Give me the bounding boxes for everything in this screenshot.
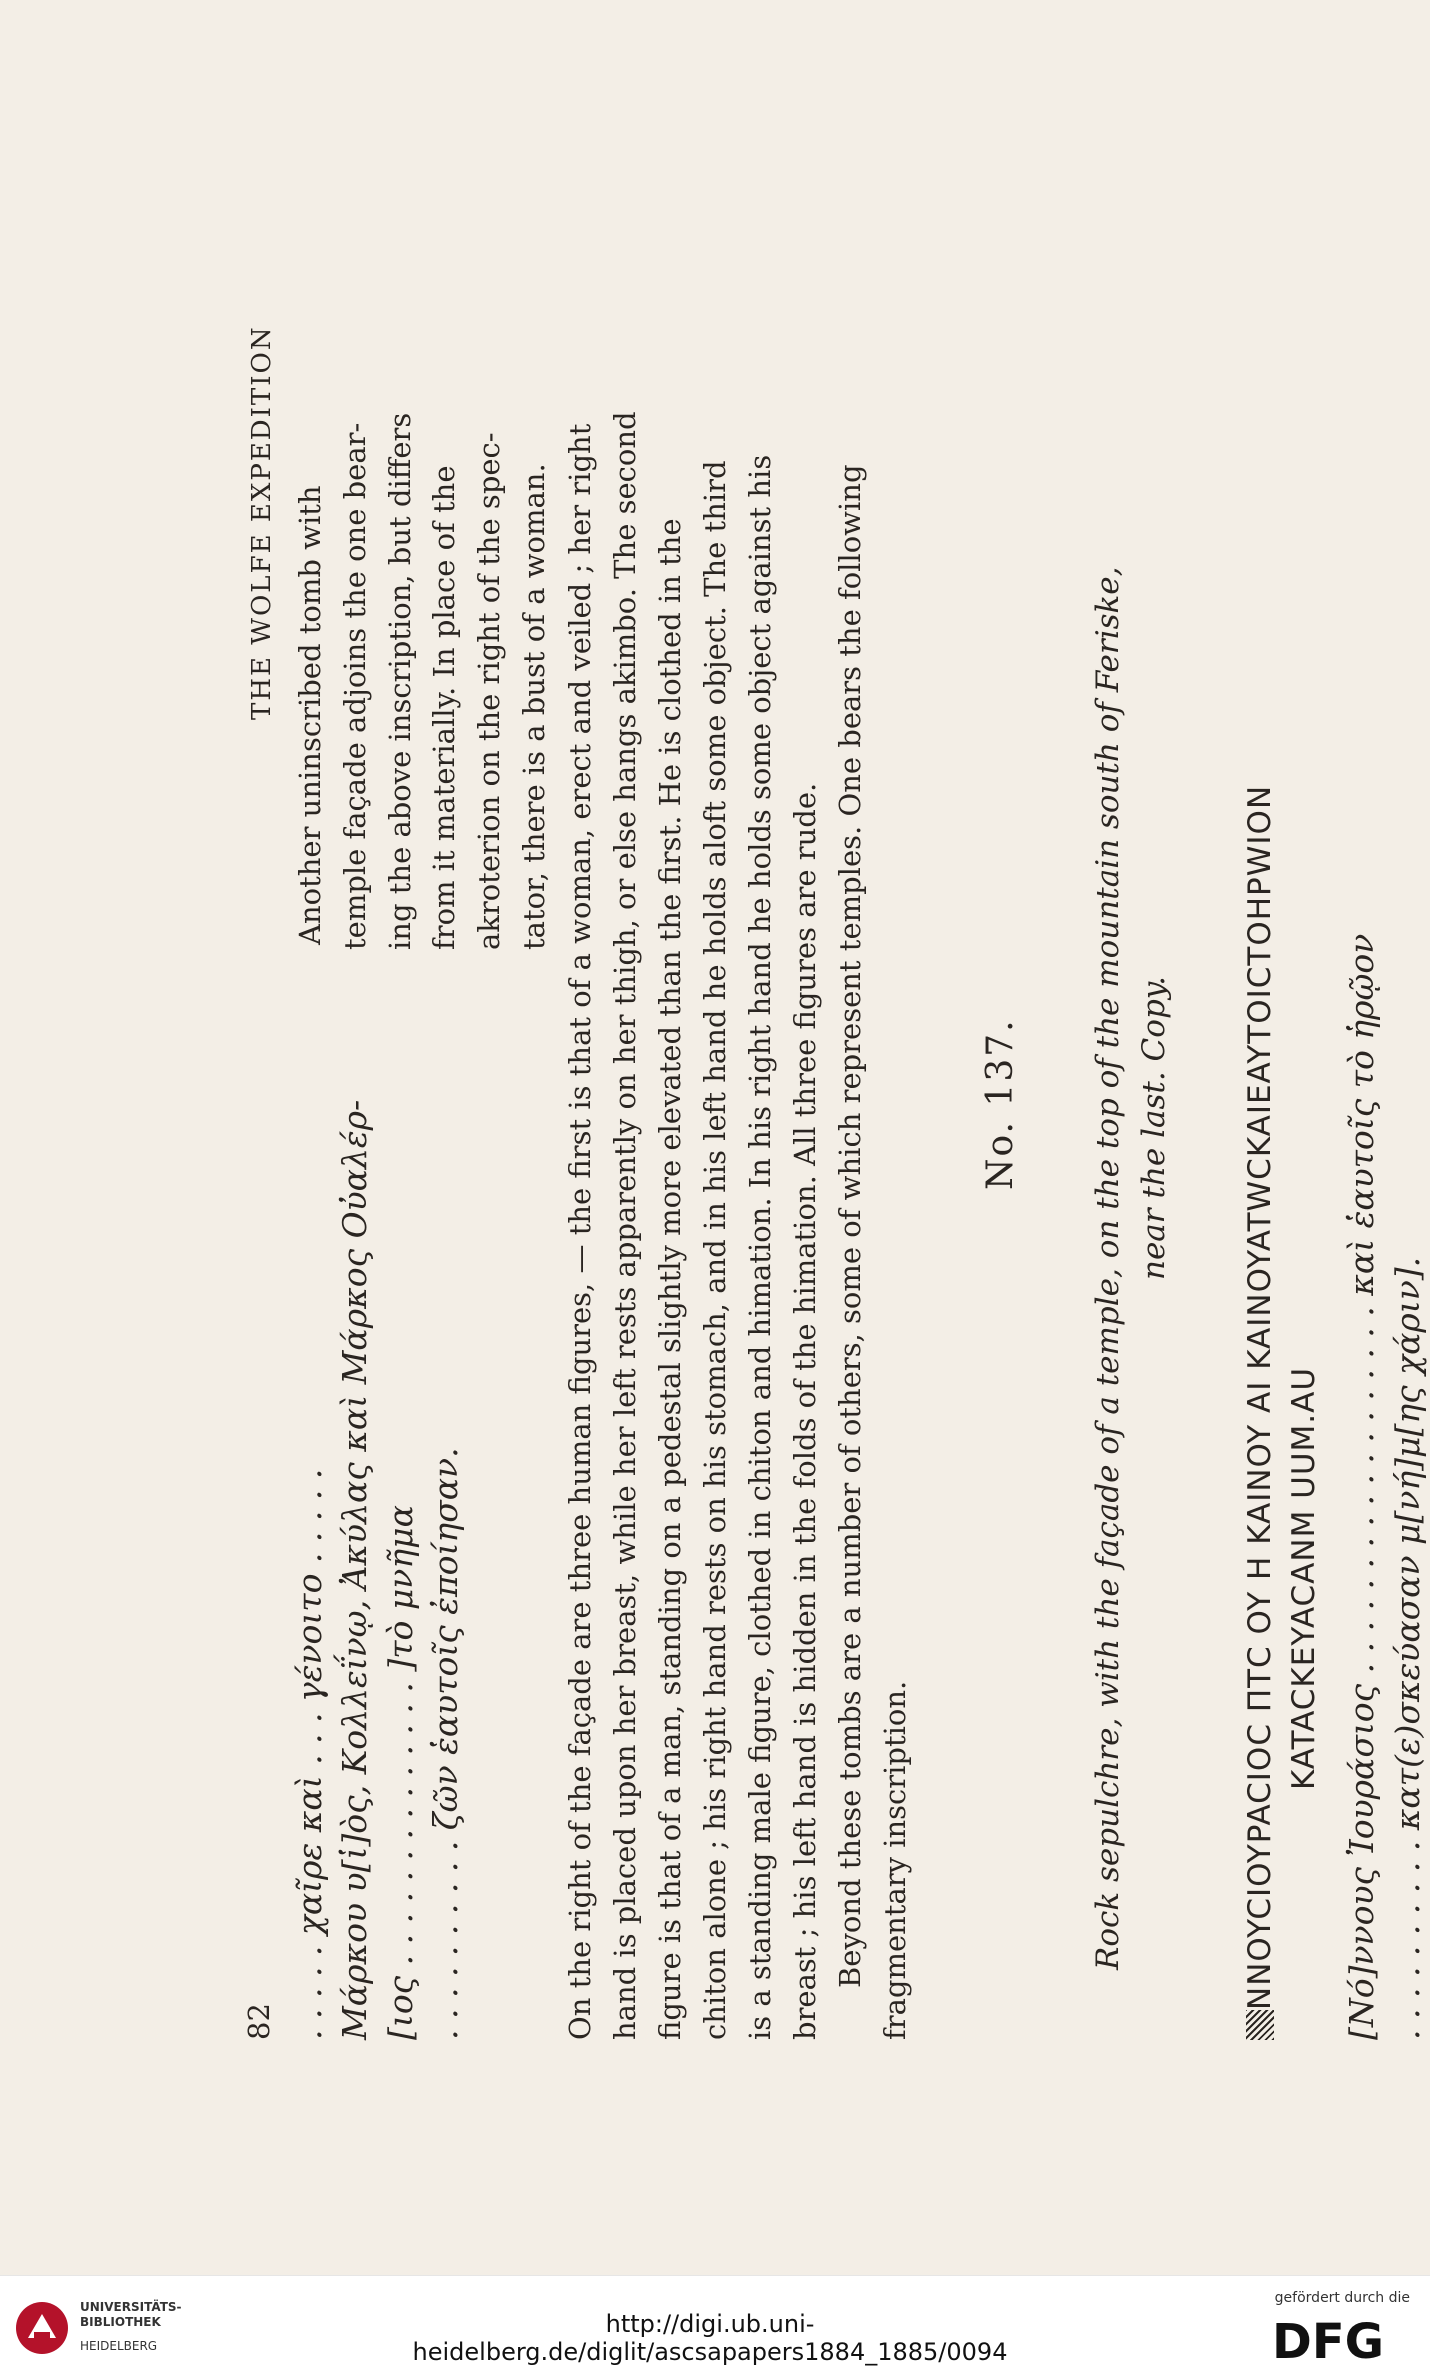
- body-text-line: chiton alone ; his right hand rests on his stomach, and in his left hand he holds aloft some object. The third: [698, 460, 732, 2040]
- library-seal-icon: [14, 2300, 70, 2356]
- body-text-line: breast ; his left hand is hidden in the folds of the himation. All three figures are rude.: [788, 782, 822, 2040]
- library-name: UNIVERSITÄTS- BIBLIOTHEK: [80, 2300, 182, 2329]
- inscription-line: [ιος . . . . . . . . . . . . . . ]τὸ μνῆμα: [381, 1505, 420, 2040]
- body-text-line: from it materially. In place of the: [427, 465, 461, 950]
- uncial-line: KATACKEYACANM UUM.AU: [1286, 1366, 1322, 1790]
- funded-by-label: gefördert durch die: [1274, 2290, 1410, 2306]
- body-text-line: tator, there is a bust of a woman.: [517, 463, 551, 950]
- inscription-line: . . . . . . . . . . ζῶν ἑαυτοῖς ἐποίησαν.: [426, 1447, 465, 2040]
- body-text-line: Another uninscribed tomb with: [293, 485, 327, 945]
- permalink-url[interactable]: http://digi.ub.uni-heidelberg.de/diglit/ascsapapers1884_1885/0094: [412, 2310, 1008, 2366]
- library-city: HEIDELBERG: [80, 2339, 158, 2353]
- body-text-line: hand is placed upon her breast, while her left rests apparently on her thigh, or else hangs akimbo. The second: [608, 411, 642, 2040]
- caption-line: near the last. Copy.: [1136, 975, 1172, 1280]
- page-number: 82: [242, 2003, 276, 2040]
- transcription-line: . . . . . . . . . . κατ(ε)σκεύασαν μ[νή]μ[ης χάριν].: [1388, 1256, 1427, 2040]
- body-text-line: figure is that of a man, standing on a pedestal slightly more elevated than the first. He is clothed in the: [653, 518, 687, 2040]
- rotated-page-content: [200, 280, 1427, 2040]
- uncial-text: NNOYCIOYPACIOC ΠΤC OY H KAINOY AI KAINOYATWCKAIEAYTOICTOHPWION: [1242, 784, 1278, 2010]
- transcription-line: [Νό]ννους Ἰουράσιος . . . . . . . . . . . . . . . . . . καὶ ἑαυτοῖς τὸ ἡρῷον: [1342, 933, 1381, 2040]
- inscription-line: Μάρκου υ[ἱ]ὸς, Κολλεΐνῳ, Ἀκύλας καὶ Μάρκος Οὐαλέρ-: [335, 1099, 374, 2040]
- inscription-line: . . . . . χαῖρε καὶ . . . γένοιτο . . . . .: [290, 1468, 329, 2040]
- viewer-footer: [0, 2275, 1430, 2379]
- body-text-line: Beyond these tombs are a number of others, some of which represent temples. One bears the following: [833, 464, 867, 1988]
- lacuna-mark: [1246, 2010, 1274, 2040]
- body-text-line: fragmentary inscription.: [878, 1680, 912, 2040]
- body-text-line: is a standing male figure, clothed in chiton and himation. In his right hand he holds some object against his: [743, 454, 777, 2040]
- uncial-line: [1242, 785, 1278, 2040]
- inscription-number: No. 137.: [980, 1018, 1021, 1190]
- body-text-line: temple façade adjoins the one bear-: [338, 422, 372, 950]
- body-text-line: On the right of the façade are three human figures, — the first is that of a woman, erect and veiled ; her right: [563, 423, 597, 2040]
- running-head: THE WOLFE EXPEDITION: [247, 325, 277, 720]
- dfg-logo-text: DFG: [1272, 2314, 1385, 2368]
- dfg-logo: [1272, 2312, 1412, 2368]
- body-text-line: ing the above inscription, but differs: [383, 412, 417, 950]
- caption-line: Rock sepulchre, with the façade of a temple, on the top of the mountain south of Feriske,: [1090, 566, 1126, 1970]
- body-text-line: akroterion on the right of the spec-: [472, 432, 506, 950]
